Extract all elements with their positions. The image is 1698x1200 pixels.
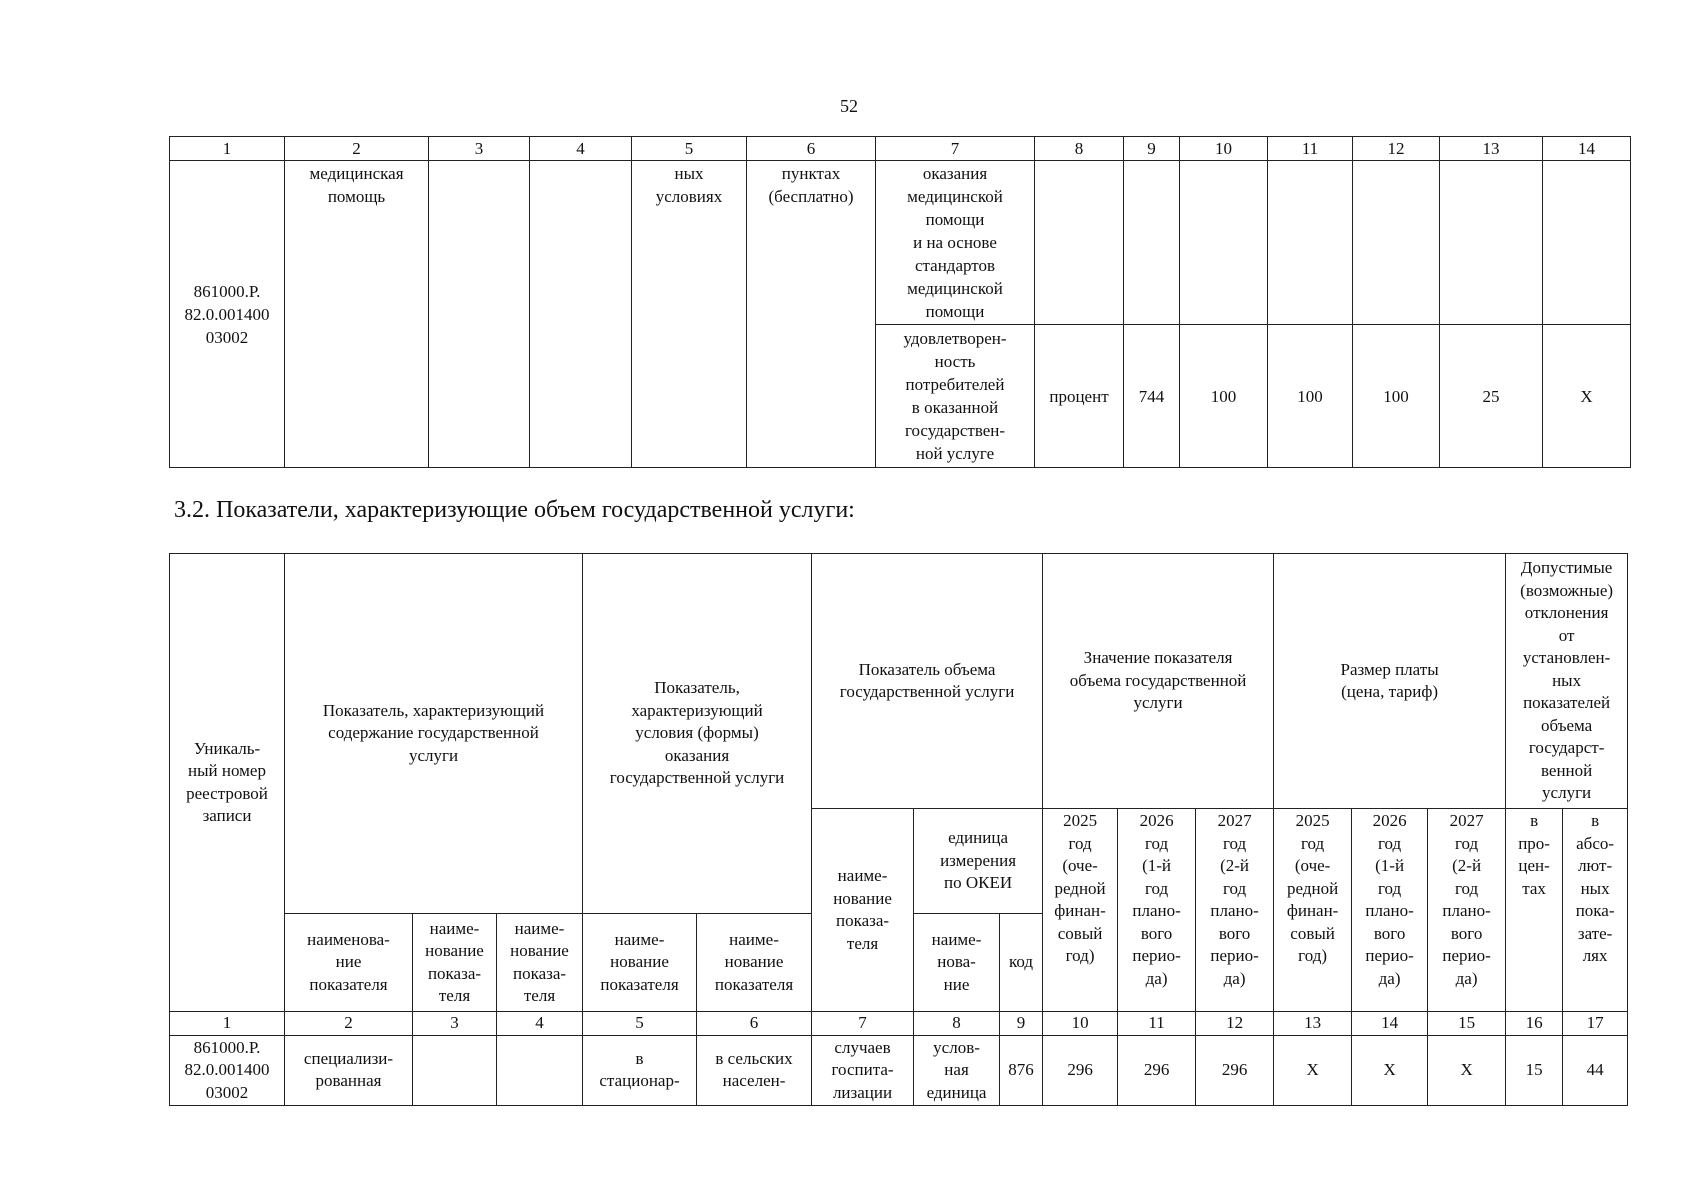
content-indicator-name-header: наиме- нование показа- теля [497, 914, 583, 1012]
column-number: 2 [285, 1012, 413, 1036]
deviation-percent-cell: 15 [1506, 1035, 1563, 1106]
column-number: 1 [170, 137, 285, 161]
unit-name-cell: услов- ная единица [914, 1035, 1000, 1106]
column-number: 5 [583, 1012, 697, 1036]
payment-cell: Х [1352, 1035, 1428, 1106]
content-indicator-cell: специализи- рованная [285, 1035, 413, 1106]
table-row [170, 161, 1631, 325]
deviation-absolute-cell: Х [1543, 325, 1631, 468]
empty-cell [1035, 161, 1124, 325]
column-number: 15 [1428, 1012, 1506, 1036]
volume-indicators-table [169, 553, 1628, 1106]
column-number: 9 [1124, 137, 1180, 161]
year-2027-header: 2027 год (2-й год плано- вого перио- да) [1196, 809, 1274, 1012]
year-2025-header: 2025 год (оче- редной финан- совый год) [1043, 809, 1118, 1012]
column-number: 8 [1035, 137, 1124, 161]
deviation-absolute-cell: 44 [1563, 1035, 1628, 1106]
unit-code-header: код [1000, 914, 1043, 1012]
service-content-cell: медицинская помощь [285, 161, 429, 468]
okei-code-cell: 744 [1124, 325, 1180, 468]
unit-name-header: наиме- нова- ние [914, 914, 1000, 1012]
allowed-deviation-header: Допустимые (возможные) отклонения от установлен- ных показателей объема государст- венной услуги [1506, 554, 1628, 809]
column-number: 9 [1000, 1012, 1043, 1036]
empty-cell [413, 1035, 497, 1106]
value-cell: 296 [1196, 1035, 1274, 1106]
column-number: 13 [1274, 1012, 1352, 1036]
unit-cell: процент [1035, 325, 1124, 468]
content-indicator-name-header: наименова- ние показателя [285, 914, 413, 1012]
value-cell: 100 [1180, 325, 1268, 468]
indicator-name-cell: оказания медицинской помощи и на основе стандартов медицинской помощи [876, 161, 1035, 325]
registry-record-number: 861000.Р. 82.0.001400 03002 [170, 161, 285, 468]
column-number: 6 [697, 1012, 812, 1036]
condition-indicator-cell: в стационар- [583, 1035, 697, 1106]
column-number: 17 [1563, 1012, 1628, 1036]
volume-indicator-header: Показатель объема государственной услуги [812, 554, 1043, 809]
empty-cell [497, 1035, 583, 1106]
payment-2025-header: 2025 год (оче- редной финан- совый год) [1274, 809, 1352, 1012]
deviation-absolute-header: в абсо- лют- ных пока- зате- лях [1563, 809, 1628, 1012]
column-number: 10 [1180, 137, 1268, 161]
value-cell: 296 [1043, 1035, 1118, 1106]
column-number: 2 [285, 137, 429, 161]
payment-cell: Х [1428, 1035, 1506, 1106]
payment-size-header: Размер платы (цена, тариф) [1274, 554, 1506, 809]
column-number: 1 [170, 1012, 285, 1036]
column-number: 12 [1196, 1012, 1274, 1036]
indicator-name-cell: удовлетворен- ность потребителей в оказанной государствен- ной услуге [876, 325, 1035, 468]
column-number: 4 [497, 1012, 583, 1036]
service-condition-cell: пунктах (бесплатно) [747, 161, 876, 468]
column-number: 8 [914, 1012, 1000, 1036]
unit-okei-header: единица измерения по ОКЕИ [914, 809, 1043, 914]
condition-indicator-cell: в сельских населен- [697, 1035, 812, 1106]
empty-cell [429, 161, 530, 468]
section-heading: 3.2. Показатели, характеризующие объем государственной услуги: [174, 497, 855, 523]
condition-indicator-name-header: наиме- нование показателя [583, 914, 697, 1012]
conditions-indicator-header: Показатель, характеризующий условия (формы) оказания государственной услуги [583, 554, 812, 914]
deviation-percent-cell: 25 [1440, 325, 1543, 468]
quality-indicators-table [169, 136, 1631, 468]
column-number-row [170, 137, 1631, 161]
condition-indicator-name-header: наиме- нование показателя [697, 914, 812, 1012]
indicator-name-cell: случаев госпита- лизации [812, 1035, 914, 1106]
column-number: 14 [1352, 1012, 1428, 1036]
column-number: 16 [1506, 1012, 1563, 1036]
empty-cell [530, 161, 632, 468]
deviation-percent-header: в про- цен- тах [1506, 809, 1563, 1012]
empty-cell [1543, 161, 1631, 325]
column-number-row [170, 1012, 1628, 1036]
column-number: 3 [413, 1012, 497, 1036]
column-number: 10 [1043, 1012, 1118, 1036]
column-number: 13 [1440, 137, 1543, 161]
payment-cell: Х [1274, 1035, 1352, 1106]
service-condition-cell: ных условиях [632, 161, 747, 468]
indicator-name-header: наиме- нование показа- теля [812, 809, 914, 1012]
registry-record-number: 861000.Р. 82.0.001400 03002 [170, 1035, 285, 1106]
empty-cell [1180, 161, 1268, 325]
payment-2026-header: 2026 год (1-й год плано- вого перио- да) [1352, 809, 1428, 1012]
value-cell: 296 [1118, 1035, 1196, 1106]
empty-cell [1268, 161, 1353, 325]
content-indicator-header: Показатель, характеризующий содержание государственной услуги [285, 554, 583, 914]
content-indicator-name-header: наиме- нование показа- теля [413, 914, 497, 1012]
column-number: 7 [876, 137, 1035, 161]
value-cell: 100 [1353, 325, 1440, 468]
unique-number-header: Уникаль- ный номер реестровой записи [170, 554, 285, 1012]
column-number: 7 [812, 1012, 914, 1036]
column-number: 14 [1543, 137, 1631, 161]
unit-code-cell: 876 [1000, 1035, 1043, 1106]
empty-cell [1353, 161, 1440, 325]
column-number: 3 [429, 137, 530, 161]
empty-cell [1124, 161, 1180, 325]
column-number: 11 [1118, 1012, 1196, 1036]
column-number: 6 [747, 137, 876, 161]
column-number: 12 [1353, 137, 1440, 161]
empty-cell [1440, 161, 1543, 325]
table-row [170, 1035, 1628, 1106]
year-2026-header: 2026 год (1-й год плано- вого перио- да) [1118, 809, 1196, 1012]
column-number: 11 [1268, 137, 1353, 161]
column-number: 5 [632, 137, 747, 161]
indicator-value-header: Значение показателя объема государственной услуги [1043, 554, 1274, 809]
value-cell: 100 [1268, 325, 1353, 468]
header-row [170, 554, 1628, 809]
page-number: 52 [840, 96, 858, 116]
payment-2027-header: 2027 год (2-й год плано- вого перио- да) [1428, 809, 1506, 1012]
column-number: 4 [530, 137, 632, 161]
